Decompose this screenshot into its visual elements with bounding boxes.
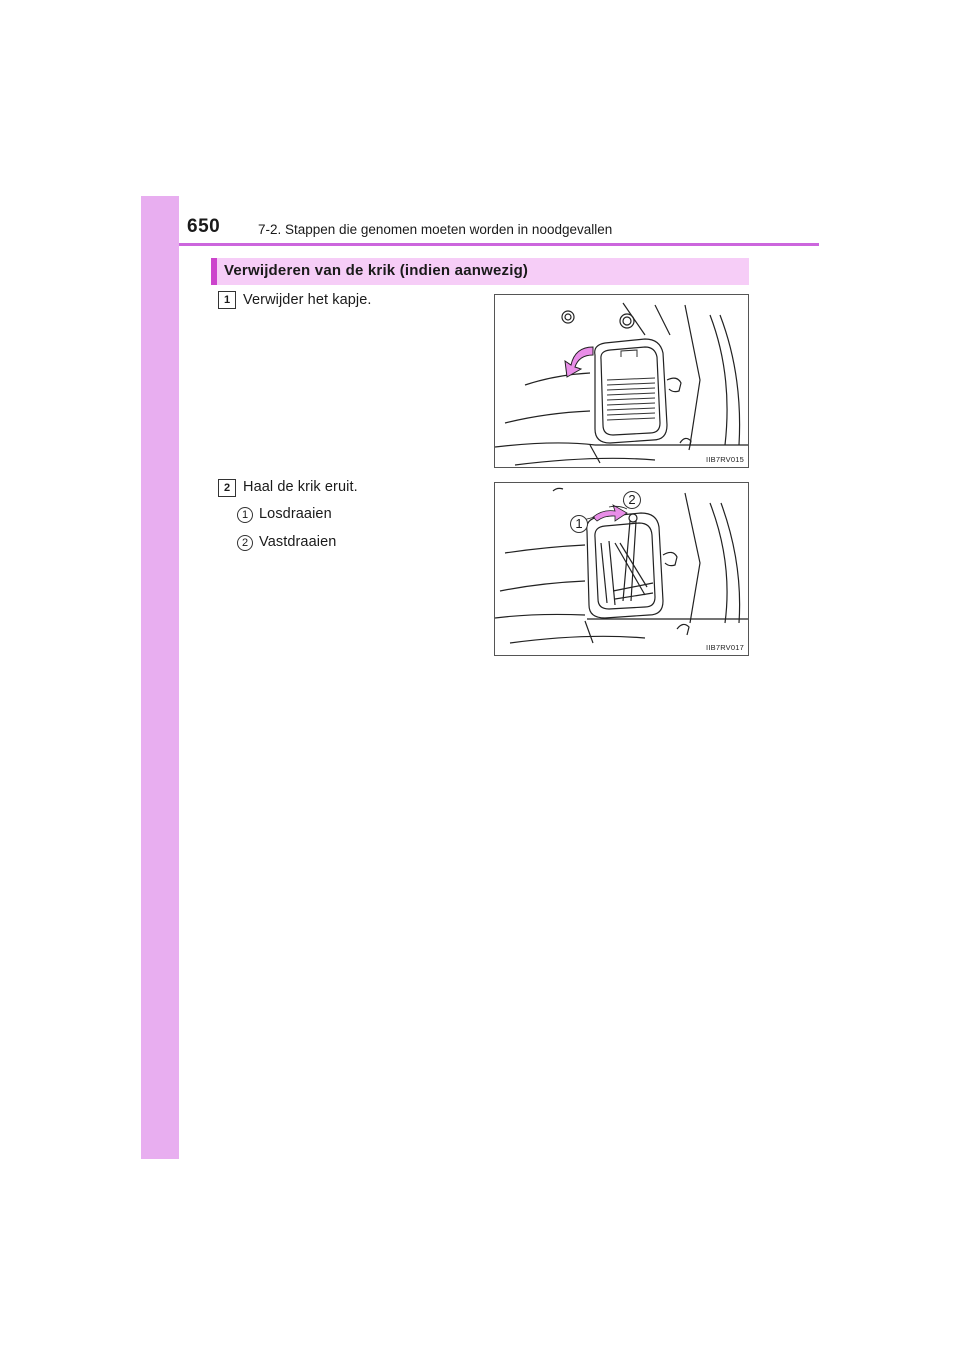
chapter-side-tab: [141, 196, 179, 1159]
figure-remove-cover: [494, 294, 749, 468]
sub-item-1-text: Losdraaien: [259, 506, 332, 522]
figure-callout-1: 1: [570, 515, 588, 533]
section-title: Verwijderen van de krik (indien aanwezig): [224, 262, 529, 279]
step-2-text: Haal de krik eruit.: [243, 479, 358, 495]
figure-code-2: IIB7RV017: [706, 643, 744, 652]
step-badge-1: 1: [218, 291, 236, 309]
step-1-text: Verwijder het kapje.: [243, 292, 372, 308]
page-number: 650: [187, 216, 221, 237]
figure-remove-jack: [494, 482, 749, 656]
chapter-title: 7-2. Stappen die genomen moeten worden in noodgevallen: [258, 222, 613, 237]
sub-item-2-text: Vastdraaien: [259, 534, 337, 550]
sub-item-number-1: 1: [237, 507, 253, 523]
header-divider: [179, 243, 819, 246]
jack-illustration: [495, 483, 749, 656]
figure-code-1: IIB7RV015: [706, 455, 744, 464]
cover-illustration: [495, 295, 749, 468]
sub-item-number-2: 2: [237, 535, 253, 551]
section-heading-accent: [211, 258, 217, 285]
step-badge-2: 2: [218, 479, 236, 497]
figure-callout-2: 2: [623, 491, 641, 509]
